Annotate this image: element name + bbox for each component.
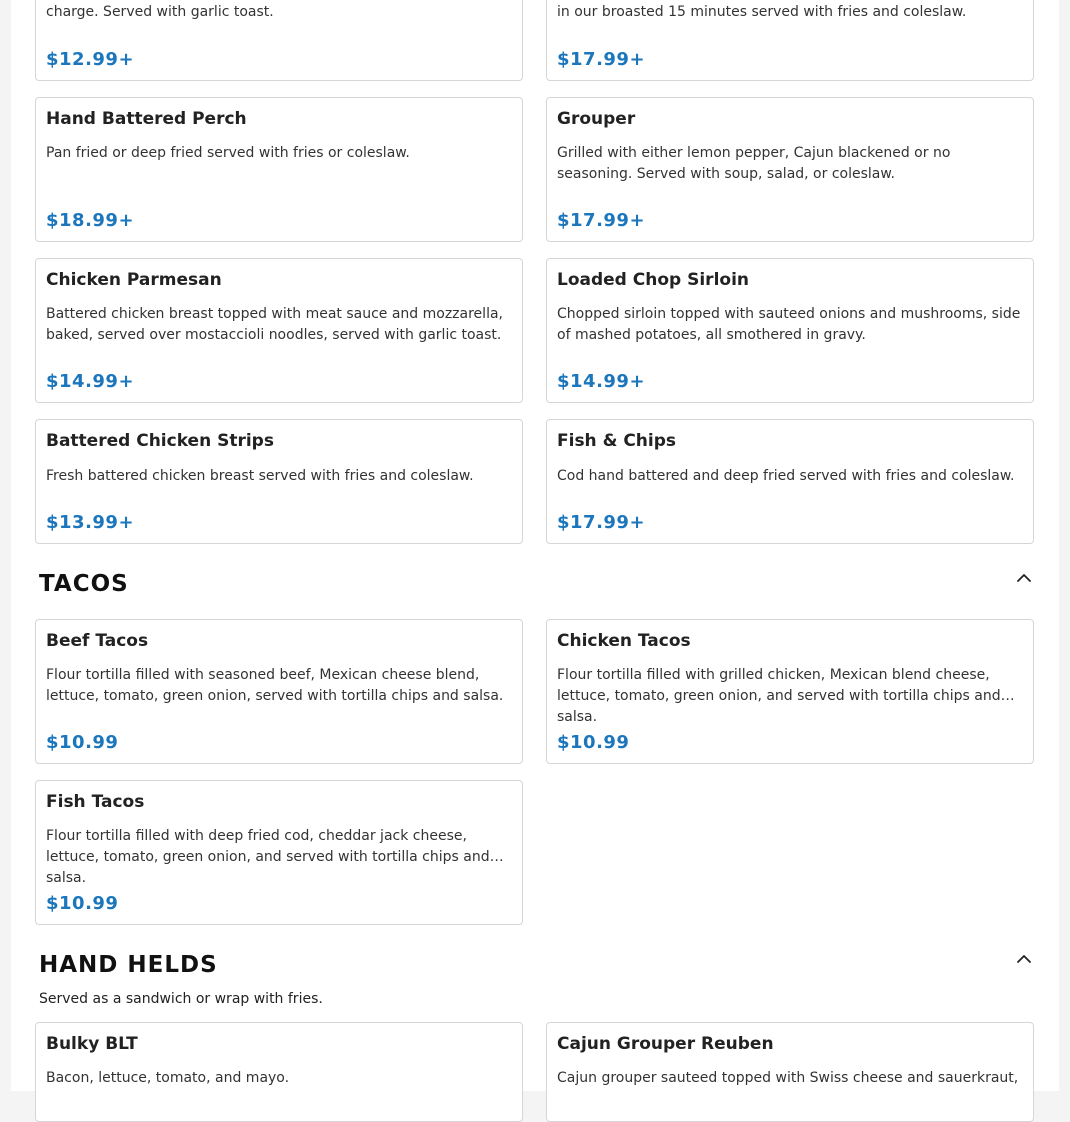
menu-item-description: Bacon, lettuce, tomato, and mayo. [46,1070,290,1086]
menu-item-description: in our broasted 15 minutes served with fries and coleslaw. [557,4,967,20]
menu-item-name: Hand Battered Perch [46,109,247,129]
menu-item-card[interactable] [546,0,1034,81]
menu-item-name: Cajun Grouper Reuben [557,1034,774,1054]
menu-item-card[interactable] [35,419,523,544]
menu-item-card[interactable] [35,0,523,81]
menu-item-card[interactable] [35,780,523,925]
menu-item-price: $10.99 [557,732,630,753]
menu-item-price: $13.99+ [46,512,135,533]
menu-item-description: Battered chicken breast topped with meat sauce and mozzarella, baked, served over mostaccioli noodles, served with garlic toast. [46,306,503,343]
menu-item-name: Fish & Chips [557,431,677,451]
menu-item-price: $17.99+ [557,49,646,70]
menu-item-description: Pan fried or deep fried served with fries or coleslaw. [46,145,410,161]
menu-item-name: Chicken Parmesan [46,270,222,290]
menu-item-description: Cod hand battered and deep fried served with fries and coleslaw. [557,468,1015,484]
chevron-up-icon[interactable] [1016,572,1032,584]
menu-item-price: $14.99+ [557,371,646,392]
menu-item-price: $17.99+ [557,210,646,231]
menu-item-card[interactable] [546,419,1034,544]
section-subtitle: Served as a sandwich or wrap with fries. [39,991,323,1007]
menu-item-price: $17.99+ [557,512,646,533]
menu-item-description: Chopped sirloin topped with sauteed onions and mushrooms, side of mashed potatoes, all smothered in gravy. [557,306,1021,343]
menu-item-description: Flour tortilla filled with seasoned beef, Mexican cheese blend, lettuce, tomato, green onion, served with tortilla chips and salsa. [46,667,504,704]
menu-item-description: Flour tortilla filled with grilled chicken, Mexican blend cheese, lettuce, tomato, green onion, and served with tortilla chips and salsa. [557,667,1001,725]
menu-page [11,0,1059,1091]
menu-item-name: Battered Chicken Strips [46,431,274,451]
menu-item-card[interactable] [546,97,1034,242]
chevron-up-icon[interactable] [1016,953,1032,965]
menu-item-name: Fish Tacos [46,792,145,812]
menu-item-description: Grilled with either lemon pepper, Cajun blackened or no seasoning. Served with soup, salad, or coleslaw. [557,145,951,182]
menu-item-card[interactable] [546,258,1034,403]
menu-item-card[interactable] [35,619,523,764]
menu-item-name: Bulky BLT [46,1034,138,1054]
menu-item-card[interactable] [35,1022,523,1122]
menu-item-price: $10.99 [46,732,119,753]
menu-item-name: Chicken Tacos [557,631,691,651]
menu-item-description: Cajun grouper sauteed topped with Swiss cheese and sauerkraut, [557,1070,1019,1086]
menu-item-description: charge. Served with garlic toast. [46,4,274,20]
menu-item-price: $14.99+ [46,371,135,392]
menu-item-name: Grouper [557,109,636,129]
menu-item-card[interactable] [546,1022,1034,1122]
menu-item-card[interactable] [546,619,1034,764]
menu-item-name: Beef Tacos [46,631,149,651]
menu-item-price: $10.99 [46,893,119,914]
section-title-hand-helds: HAND HELDS [39,952,218,978]
menu-item-description: Fresh battered chicken breast served with fries and coleslaw. [46,468,474,484]
menu-item-name: Loaded Chop Sirloin [557,270,750,290]
menu-item-card[interactable] [35,97,523,242]
section-title-tacos: TACOS [39,571,129,597]
menu-item-description: Flour tortilla filled with deep fried cod, cheddar jack cheese, lettuce, tomato, green onion, and served with tortilla chips and salsa. [46,828,490,886]
menu-item-card[interactable] [35,258,523,403]
menu-item-price: $12.99+ [46,49,135,70]
menu-item-price: $18.99+ [46,210,135,231]
